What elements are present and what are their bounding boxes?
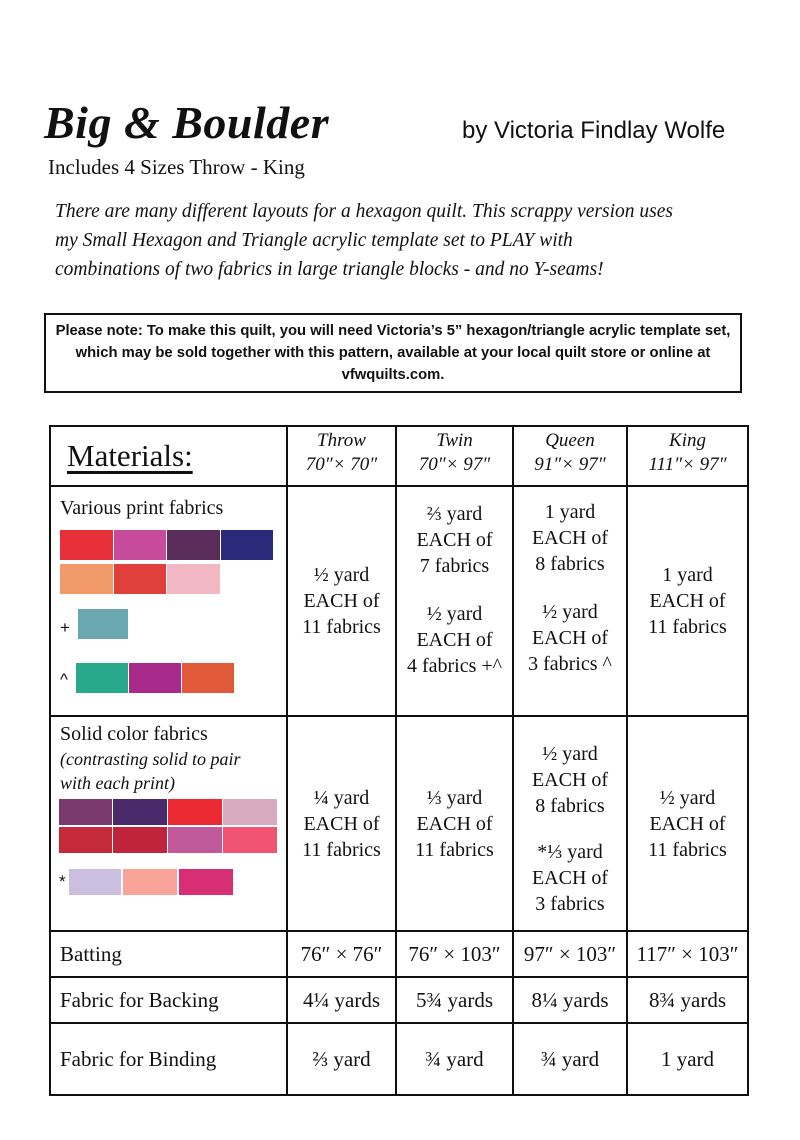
- backing-throw: 4¼ yards: [287, 977, 396, 1023]
- amount-line: ½ yard: [426, 603, 483, 625]
- amount-line: *⅓ yard: [537, 841, 603, 863]
- note-line: which may be sold together with this pattern, available at your local quilt store or online at: [75, 345, 711, 361]
- sizes-subtitle: Includes 4 Sizes Throw - King: [48, 155, 305, 179]
- amount-line: ½ yard: [313, 564, 370, 586]
- note-line: Please note: To make this quilt, you will need Victoria’s 5” hexagon/triangle acrylic template set,: [55, 323, 731, 339]
- amount-line: 11 fabrics: [648, 616, 727, 638]
- solid-swatch: [223, 827, 277, 853]
- print-amount-king: [627, 486, 748, 716]
- amount-line: EACH of: [649, 590, 726, 612]
- solid-fabrics-row: [50, 716, 748, 931]
- solid-amount-king: [627, 716, 748, 931]
- amount-line: ⅓ yard: [426, 786, 483, 809]
- amount-line: 8 fabrics: [535, 553, 605, 575]
- batting-throw: 76″ × 76″: [287, 931, 396, 977]
- batting-queen: 97″ × 103″: [513, 931, 627, 977]
- column-header-king: [627, 426, 748, 486]
- solid-fabrics-cell: [50, 716, 287, 931]
- solid-swatch: [123, 869, 177, 895]
- amount-line: EACH of: [531, 527, 609, 549]
- size-dims: 91″× 97″: [534, 454, 606, 475]
- solid-amount-throw: [287, 716, 396, 931]
- note-line: vfwquilts.com.: [341, 367, 445, 383]
- size-name: King: [669, 430, 706, 451]
- amount-line: 3 fabrics: [535, 893, 605, 915]
- amount-line: EACH of: [531, 769, 609, 791]
- print-swatch: [167, 530, 220, 560]
- binding-throw: ⅔ yard: [287, 1023, 396, 1095]
- amount-line: EACH of: [531, 627, 609, 649]
- size-dims: 70″× 97″: [418, 454, 491, 475]
- amount-line: 1 yard: [544, 501, 596, 523]
- batting-twin: 76″ × 103″: [396, 931, 513, 977]
- solid-fabrics-note: (contrasting solid to pair: [60, 749, 241, 769]
- amount-line: 7 fabrics: [419, 555, 490, 577]
- binding-twin: ¾ yard: [396, 1023, 513, 1095]
- solid-swatch: [69, 869, 121, 895]
- intro-line: my Small Hexagon and Triangle acrylic template set to PLAY with: [55, 230, 573, 251]
- column-header-queen: [513, 426, 627, 486]
- binding-label: Fabric for Binding: [50, 1023, 287, 1095]
- amount-line: ¼ yard: [313, 786, 370, 809]
- materials-table: [49, 425, 749, 1096]
- backing-row: [50, 977, 748, 1023]
- print-fabrics-cell: [50, 486, 287, 716]
- print-swatch: [76, 663, 128, 693]
- plus-marker: +: [60, 618, 70, 637]
- amount-line: 3 fabrics ^: [528, 653, 612, 675]
- backing-queen: 8¼ yards: [513, 977, 627, 1023]
- batting-king: 117″ × 103″: [627, 931, 748, 977]
- solid-swatch: [179, 869, 233, 895]
- template-note-box: [44, 313, 742, 393]
- amount-line: EACH of: [303, 812, 380, 835]
- solid-fabrics-note: with each print): [60, 773, 175, 793]
- amount-line: ½ yard: [542, 601, 598, 623]
- print-amount-queen: [513, 486, 627, 716]
- amount-line: EACH of: [416, 629, 493, 651]
- amount-line: ⅔ yard: [426, 503, 483, 525]
- solid-fabrics-label: Solid color fabrics: [60, 723, 208, 745]
- backing-king: 8¾ yards: [627, 977, 748, 1023]
- batting-row: [50, 931, 748, 977]
- amount-line: 11 fabrics: [648, 838, 727, 861]
- size-name: Twin: [436, 430, 473, 451]
- amount-line: EACH of: [416, 529, 493, 551]
- intro-paragraph: [55, 197, 755, 284]
- print-swatch: [60, 564, 113, 594]
- pattern-title: Big & Boulder: [44, 97, 330, 148]
- intro-line: There are many different layouts for a hexagon quilt. This scrappy version uses: [55, 201, 673, 222]
- print-swatch: [129, 663, 181, 693]
- amount-line: 4 fabrics +^: [406, 655, 503, 677]
- amount-line: 11 fabrics: [415, 838, 494, 861]
- solid-amount-queen: [513, 716, 627, 931]
- print-amount-twin: [396, 486, 513, 716]
- binding-row: [50, 1023, 748, 1095]
- column-header-throw: [287, 426, 396, 486]
- solid-swatch: [168, 827, 222, 853]
- binding-king: 1 yard: [627, 1023, 748, 1095]
- amount-line: EACH of: [531, 867, 609, 889]
- amount-line: EACH of: [416, 812, 493, 835]
- column-header-twin: [396, 426, 513, 486]
- print-swatch: [60, 530, 113, 560]
- solid-swatch: [113, 827, 167, 853]
- amount-line: ½ yard: [659, 786, 716, 809]
- solid-swatch: [168, 799, 222, 825]
- caret-marker: ^: [60, 670, 68, 689]
- solid-swatch: [223, 799, 277, 825]
- amount-line: ½ yard: [542, 743, 598, 765]
- amount-line: EACH of: [649, 812, 726, 835]
- table-header-row: [50, 426, 748, 486]
- print-amount-throw: [287, 486, 396, 716]
- print-fabrics-row: [50, 486, 748, 716]
- amount-line: 11 fabrics: [302, 616, 381, 638]
- star-marker: *: [59, 872, 66, 891]
- binding-queen: ¾ yard: [513, 1023, 627, 1095]
- intro-line: combinations of two fabrics in large triangle blocks - and no Y-seams!: [55, 259, 604, 280]
- solid-swatch: [59, 799, 112, 825]
- solid-swatch: [113, 799, 167, 825]
- amount-line: 11 fabrics: [302, 838, 381, 861]
- backing-twin: 5¾ yards: [396, 977, 513, 1023]
- print-swatch: [167, 564, 220, 594]
- print-swatch: [114, 530, 166, 560]
- print-swatch: [221, 530, 273, 560]
- size-name: Throw: [317, 430, 366, 451]
- batting-label: Batting: [50, 931, 287, 977]
- size-dims: 70″× 70″: [305, 454, 378, 475]
- print-swatch: [114, 564, 166, 594]
- amount-line: 8 fabrics: [535, 795, 605, 817]
- print-fabrics-label: Various print fabrics: [60, 497, 224, 519]
- solid-swatch: [59, 827, 112, 853]
- amount-line: 1 yard: [662, 564, 713, 586]
- amount-line: EACH of: [303, 590, 380, 612]
- materials-heading: Materials:: [50, 426, 287, 486]
- size-name: Queen: [545, 430, 595, 451]
- print-swatch: [78, 609, 128, 639]
- backing-label: Fabric for Backing: [50, 977, 287, 1023]
- designer-byline: by Victoria Findlay Wolfe: [462, 117, 726, 144]
- solid-amount-twin: [396, 716, 513, 931]
- print-swatch: [182, 663, 234, 693]
- size-dims: 111″× 97″: [648, 454, 727, 475]
